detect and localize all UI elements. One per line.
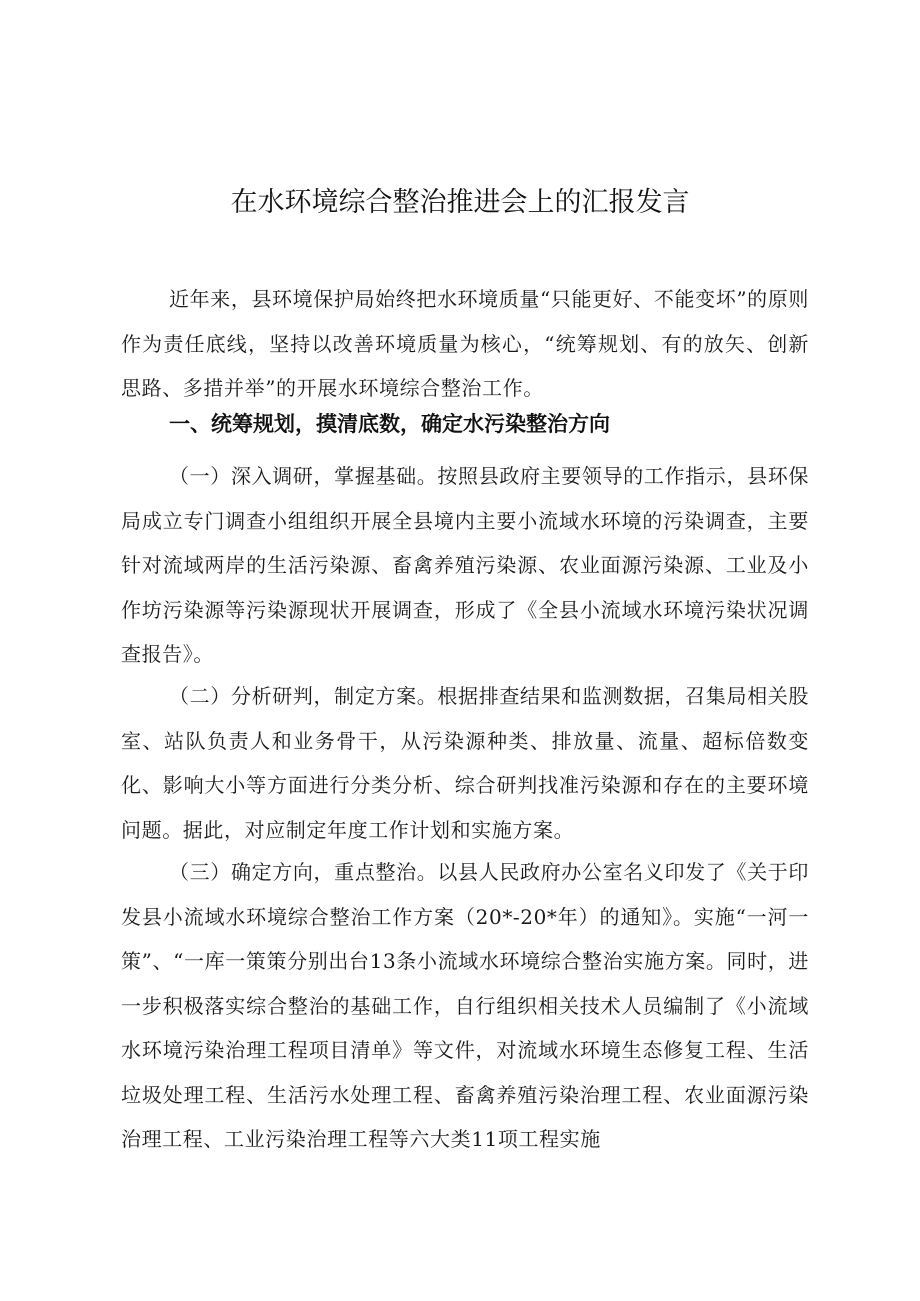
paragraph-analysis: （二）分析研判，制定方案。根据排查结果和监测数据，召集局相关股室、站队负责人和业务骨干，从污染源种类、排放量、流量、超标倍数变化、影响大小等方面进行分类分析、综合研判找准污染源和存在的主要环境问题。据此，对应制定年度工作计划和实施方案。 (121, 684, 809, 842)
paragraph-investigation: （一）深入调研，掌握基础。按照县政府主要领导的工作指示，县环保局成立专门调查小组组织开展全县境内主要小流域水环境的污染调查，主要针对流域两岸的生活污染源、畜禽养殖污染源、农业面源污染源、工业及小作坊污染源等污染源现状开展调查，形成了《全县小流域水环境污染状况调查报告》。 (121, 464, 809, 666)
page-title: 在水环境综合整治推进会上的汇报发言 (230, 187, 690, 218)
section-heading-1: 一、统筹规划，摸清底数，确定水污染整治方向 (169, 412, 610, 436)
intro-paragraph: 近年来，县环境保护局始终把水环境质量“只能更好、不能变坏”的原则作为责任底线，坚持以改善环境质量为核心，“统筹规划、有的放矢、创新思路、多措并举”的开展水环境综合整治工作。 (121, 287, 809, 400)
paragraph-direction: （三）确定方向，重点整治。以县人民政府办公室名义印发了《关于印发县小流域水环境综合整治工作方案（20*-20*年）的通知》。实施“一河一策”、“一库一策策分别出台13条小流域水环境综合整治实施方案。同时，进一步积极落实综合整治的基础工作，自行组织相关技术人员编制了《小流域水环境污染治理工程项目清单》等文件，对流域水环境生态修复工程、生活垃圾处理工程、生活污水处理工程、畜禽养殖污染治理工程、农业面源污染治理工程、工业污染治理工程等六大类11项工程实施 (121, 860, 809, 1151)
